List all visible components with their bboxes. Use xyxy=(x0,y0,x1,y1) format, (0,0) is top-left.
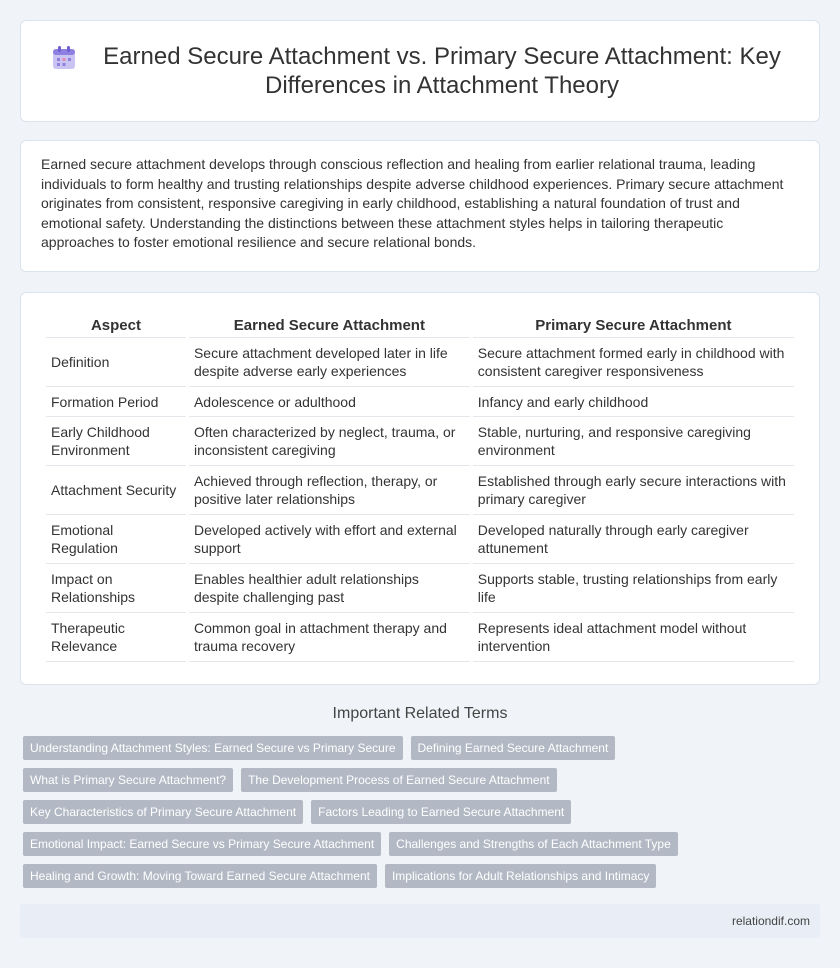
table-cell: Established through early secure interactions with primary caregiver xyxy=(473,466,794,515)
table-cell: Adolescence or adulthood xyxy=(189,387,470,417)
related-terms-section xyxy=(20,705,820,888)
comparison-card xyxy=(20,292,820,685)
table-row xyxy=(46,564,794,613)
table-cell: Therapeutic Relevance xyxy=(46,613,186,662)
table-cell: Infancy and early childhood xyxy=(473,387,794,417)
table-cell: Achieved through reflection, therapy, or positive later relationships xyxy=(189,466,470,515)
table-cell: Stable, nurturing, and responsive caregiving environment xyxy=(473,417,794,466)
related-tag[interactable]: Emotional Impact: Earned Secure vs Primary Secure Attachment xyxy=(23,832,381,856)
footer xyxy=(20,904,820,938)
table-cell: Attachment Security xyxy=(46,466,186,515)
table-row xyxy=(46,515,794,564)
table-row xyxy=(46,466,794,515)
related-tag[interactable]: Understanding Attachment Styles: Earned Secure vs Primary Secure xyxy=(23,736,403,760)
related-tag[interactable]: Challenges and Strengths of Each Attachment Type xyxy=(389,832,678,856)
table-row xyxy=(46,387,794,417)
table-cell: Developed actively with effort and external support xyxy=(189,515,470,564)
table-cell: Represents ideal attachment model without intervention xyxy=(473,613,794,662)
table-row xyxy=(46,613,794,662)
table-cell: Secure attachment formed early in childhood with consistent caregiver responsiveness xyxy=(473,338,794,387)
related-tag[interactable]: Healing and Growth: Moving Toward Earned Secure Attachment xyxy=(23,864,377,888)
table-cell: Developed naturally through early caregiver attunement xyxy=(473,515,794,564)
header-earned: Earned Secure Attachment xyxy=(189,315,470,338)
related-tag[interactable]: What is Primary Secure Attachment? xyxy=(23,768,233,792)
table-cell: Definition xyxy=(46,338,186,387)
related-tag[interactable]: Key Characteristics of Primary Secure Attachment xyxy=(23,800,303,824)
header-primary: Primary Secure Attachment xyxy=(473,315,794,338)
table-row xyxy=(46,338,794,387)
comparison-table xyxy=(43,315,797,662)
related-tag[interactable]: The Development Process of Earned Secure Attachment xyxy=(241,768,557,792)
related-tag[interactable]: Factors Leading to Earned Secure Attachment xyxy=(311,800,571,824)
table-cell: Secure attachment developed later in life despite adverse early experiences xyxy=(189,338,470,387)
table-cell: Supports stable, trusting relationships from early life xyxy=(473,564,794,613)
table-cell: Impact on Relationships xyxy=(46,564,186,613)
related-tag[interactable]: Defining Earned Secure Attachment xyxy=(411,736,616,760)
table-cell: Formation Period xyxy=(46,387,186,417)
calendar-icon xyxy=(51,45,77,71)
footer-site-link[interactable]: relationdif.com xyxy=(731,914,810,928)
intro-card xyxy=(20,140,820,272)
header-aspect: Aspect xyxy=(46,315,186,338)
table-cell: Common goal in attachment therapy and trauma recovery xyxy=(189,613,470,662)
table-cell: Enables healthier adult relationships despite challenging past xyxy=(189,564,470,613)
related-terms-title: Important Related Terms xyxy=(332,705,508,722)
table-cell: Emotional Regulation xyxy=(46,515,186,564)
table-cell: Often characterized by neglect, trauma, or inconsistent caregiving xyxy=(189,417,470,466)
related-tag[interactable]: Implications for Adult Relationships and Intimacy xyxy=(385,864,656,888)
header-card xyxy=(20,20,820,122)
table-row xyxy=(46,417,794,466)
related-tags xyxy=(20,736,720,888)
page-title: Earned Secure Attachment vs. Primary Secure Attachment: Key Differences in Attachment Theory xyxy=(103,43,781,99)
table-header-row xyxy=(46,315,794,338)
table-cell: Early Childhood Environment xyxy=(46,417,186,466)
intro-text: Earned secure attachment develops through conscious reflection and healing from earlier relational trauma, leading individuals to form healthy and trusting relationships despite adverse childhood experiences. Primary secure attachment originates from consistent, responsive caregiving in early childhood, establishing a natural foundation of trust and emotional safety. Understanding the distinctions between these attachment styles helps in tailoring therapeutic approaches to foster emotional resilience and secure relational bonds. xyxy=(41,156,784,250)
